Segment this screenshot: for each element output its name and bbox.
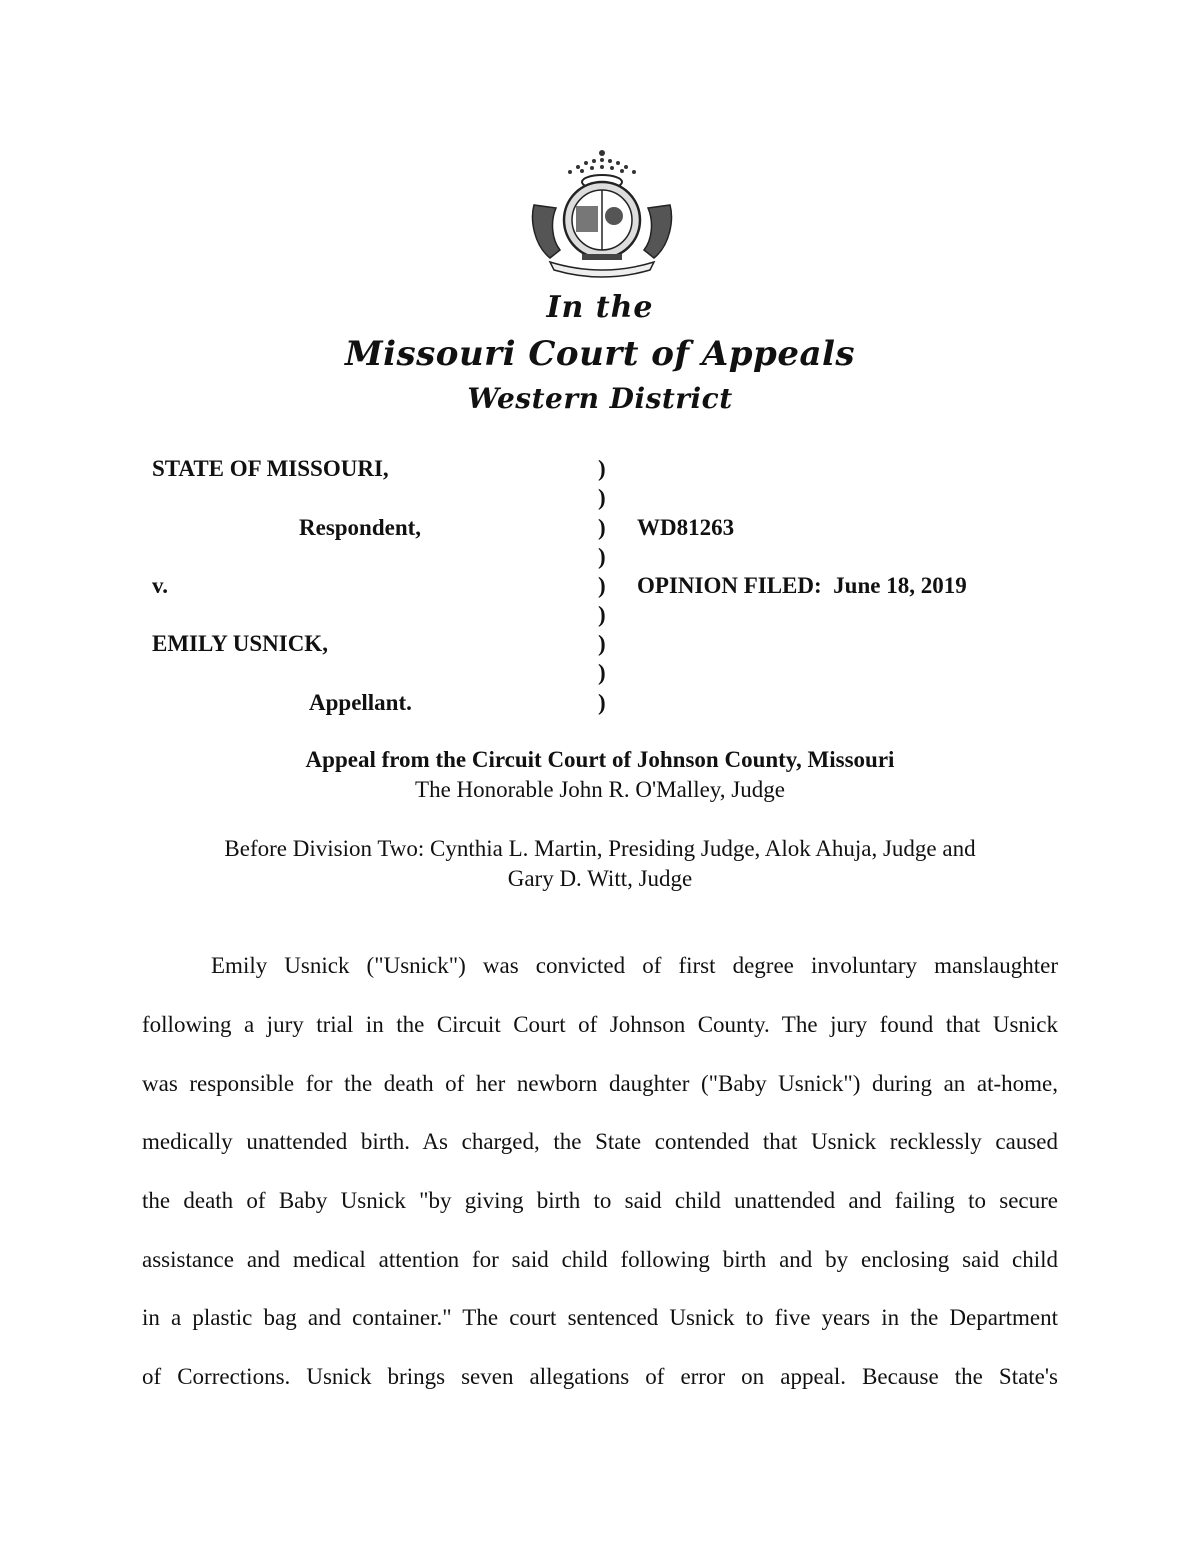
body-line: of Corrections. Usnick brings seven allegations of error on appeal. Because the State's (142, 1364, 1058, 1389)
court-heading-line3: Western District (467, 382, 733, 415)
body-line: was responsible for the death of her newborn daughter ("Baby Usnick") during an at-home, (142, 1071, 1058, 1096)
body-line: the death of Baby Usnick "by giving birth to said child unattended and failing to secure (142, 1188, 1058, 1213)
caption-party-state: STATE OF MISSOURI, (152, 456, 389, 481)
court-heading-line2: Missouri Court of Appeals (344, 334, 856, 374)
caption-paren: ) (598, 660, 606, 685)
body-line: medically unattended birth. As charged, the State contended that Usnick recklessly caused (142, 1129, 1058, 1154)
opinion-filed-date: June 18, 2019 (833, 573, 967, 598)
caption-paren: ) (598, 456, 606, 481)
caption-role-appellant: Appellant. (309, 690, 412, 715)
appeal-title: Appeal from the Circuit Court of Johnson County, Missouri (305, 747, 895, 772)
panel-line2: Gary D. Witt, Judge (507, 866, 693, 891)
case-number: WD81263 (637, 515, 735, 540)
caption-versus: v. (152, 573, 168, 598)
court-heading-line1: In the (546, 290, 654, 325)
body-line: Emily Usnick ("Usnick") was convicted of first degree involuntary manslaughter (211, 953, 1058, 978)
caption-paren: ) (598, 544, 606, 569)
caption-paren: ) (598, 631, 606, 656)
caption-paren: ) (598, 573, 606, 598)
caption-paren: ) (598, 602, 606, 627)
opinion-filed-label: OPINION FILED: (637, 573, 822, 598)
caption-paren: ) (598, 515, 606, 540)
panel-line1: Before Division Two: Cynthia L. Martin, Presiding Judge, Alok Ahuja, Judge and (224, 836, 976, 861)
missouri-seal-icon (520, 150, 684, 280)
caption-role-respondent: Respondent, (299, 515, 422, 540)
caption-paren: ) (598, 690, 606, 715)
body-line: in a plastic bag and container." The court sentenced Usnick to five years in the Department (142, 1305, 1058, 1330)
trial-judge: The Honorable John R. O'Malley, Judge (415, 777, 785, 802)
body-line: following a jury trial in the Circuit Court of Johnson County. The jury found that Usnick (142, 1012, 1058, 1037)
body-line: assistance and medical attention for said child following birth and by enclosing said child (142, 1247, 1058, 1272)
caption-party-appellant: EMILY USNICK, (152, 631, 328, 656)
caption-paren: ) (598, 485, 606, 510)
opinion-filed (637, 573, 967, 599)
